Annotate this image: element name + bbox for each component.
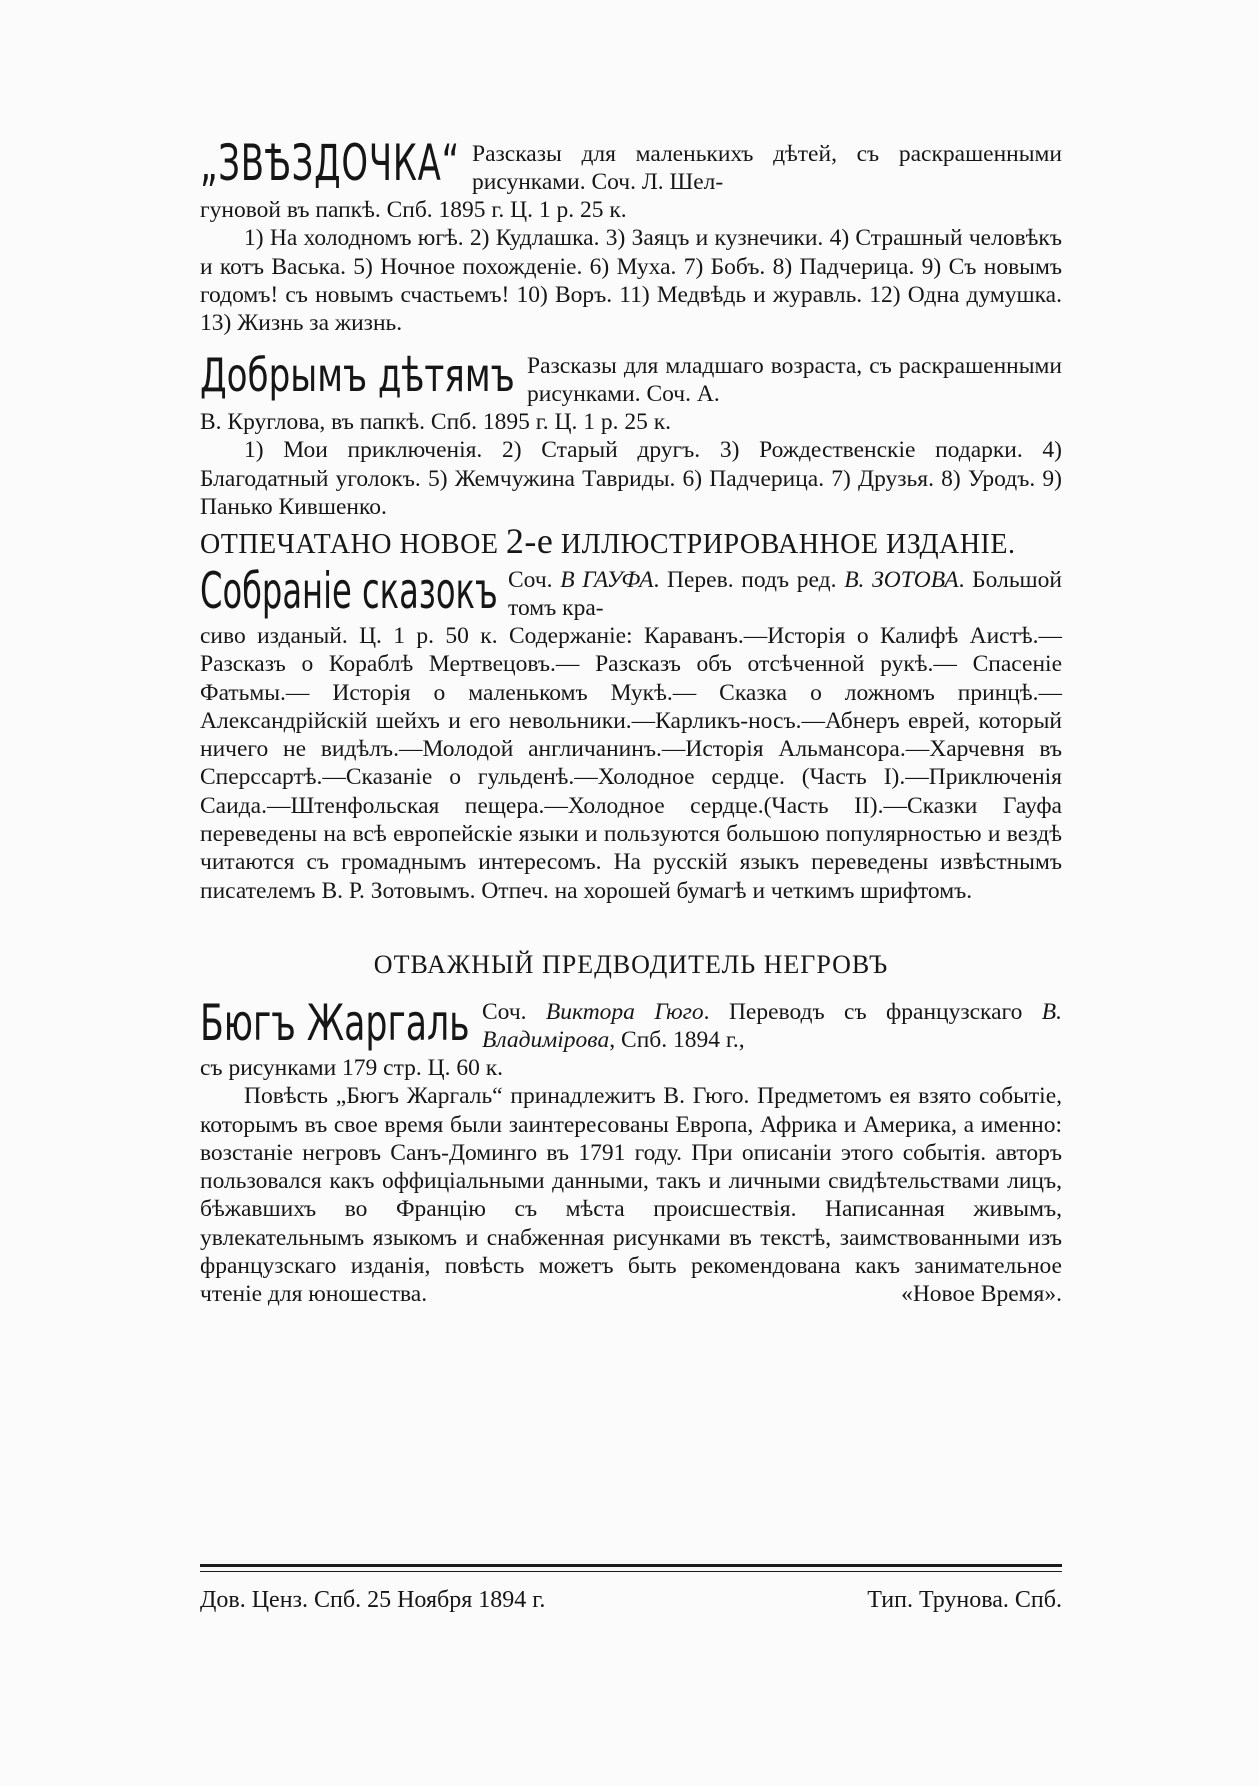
catalog-page bbox=[200, 0, 1062, 1786]
divider-thick bbox=[200, 1564, 1062, 1567]
entry-description: сиво изданый. Ц. 1 р. 50 к. Содержаніе: Караванъ.—Исторія о Калифѣ Аистѣ.— Разсказъ о Кораблѣ Мертвецовъ.— Разсказъ объ отсѣченной рукѣ.— Спасеніе Фатьмы.— Исторія о маленькомъ Мукѣ.— Сказка о ложномъ принцѣ.— Александрійскій шейхъ и его невольники.—Карликъ-носъ.—Абнеръ еврей, который ничего не видѣлъ.—Молодой англичанинъ.—Исторія Альмансора.—Харчевня въ Сперссартѣ.—Сказаніе о гульденѣ.—Холодное сердце. (Часть I).—Приключенія Саида.—Штенфольская пещера.—Холодное сердце.(Часть II).—Сказки Гауфа переведены на всѣ европейскіе языки и пользуются большою популярностью и вездѣ читаются съ громаднымъ интересомъ. На русскій языкъ переведены извѣстнымъ писателемъ В. Р. Зотовымъ. Отпеч. на хорошей бумагѣ и четкимъ шрифтомъ. bbox=[200, 623, 1062, 904]
author-name: Виктора Гюго bbox=[545, 999, 704, 1025]
review-source: «Новое Время». bbox=[901, 1281, 1062, 1308]
entry-details: В. Круглова, въ папкѣ. Спб. 1895 г. Ц. 1 р. 25 к. bbox=[200, 409, 671, 435]
entry-dobrym-detyam bbox=[200, 348, 1062, 521]
entry-title: Собраніе сказокъ bbox=[200, 562, 498, 620]
entry-zvezdochka bbox=[200, 134, 1062, 337]
imprint-line bbox=[200, 1587, 1062, 1614]
author-name: В ГАУФА bbox=[560, 567, 654, 593]
section-heading: ОТВАЖНЫЙ ПРЕДВОДИТЕЛЬ НЕГРОВЪ bbox=[373, 950, 889, 979]
entry-header-text: Соч. Виктора Гюго. Переводъ съ французскаго В. Владиміровa, Спб. 1894 г., bbox=[482, 999, 1062, 1053]
entry-title: Добрымъ дѣтямъ bbox=[200, 348, 515, 402]
entry-sobranie-skazok bbox=[200, 562, 1062, 905]
divider-thin bbox=[200, 1571, 1062, 1572]
entry-review: Повѣсть „Бюгъ Жаргаль“ принадлежитъ В. Гюго. Предметомъ ея взято событіе, которымъ въ свое время были заинтересованы Европа, Африка и Америка, а именно: возстаніе негровъ Санъ-Доминго въ 1791 году. При описаніи этого событія. авторъ пользовался какъ оффиціальными данными, такъ и личными свидѣтельствами лицъ, бѣжавшихъ во Францію съ мѣста происшествія. Написанная живымъ, увлекательнымъ языкомъ и снабженная рисунками въ текстѣ, заимствованными изъ французскаго изданія, повѣсть можетъ быть рекомендована какъ занимательное чтеніе для юношества. «Новое Время». bbox=[200, 1083, 1062, 1308]
entry-details: гуновой въ папкѣ. Спб. 1895 г. Ц. 1 р. 25 к. bbox=[200, 197, 627, 223]
entry-header-text: Разсказы для маленькихъ дѣтей, съ раскрашенными рисунками. Соч. Л. Шел- bbox=[472, 141, 1062, 195]
editor-name: В. ЗОТОВА bbox=[844, 567, 959, 593]
entry-details: съ рисунками 179 стр. Ц. 60 к. bbox=[200, 1055, 504, 1081]
entry-bug-jargal bbox=[200, 994, 1062, 1309]
entry-title: „ЗВѢЗДОЧКА“ bbox=[200, 134, 460, 192]
printer-note: Тип. Трунова. Спб. bbox=[867, 1587, 1062, 1613]
entry-contents: 1) На холодномъ югѣ. 2) Кудлашка. 3) Заяцъ и кузнечики. 4) Страшный человѣкъ и котъ Васька. 5) Ночное похожденіе. 6) Муха. 7) Бобъ. 8) Падчерица. 9) Съ новымъ годомъ! съ новымъ счастьемъ! 10) Воръ. 11) Медвѣдь и журавль. 12) Одна думушка. 13) Жизнь за жизнь. bbox=[200, 225, 1062, 337]
translator-name: В. Владиміровa bbox=[482, 999, 1062, 1053]
entry-header-text: Соч. В ГАУФА. Перев. подъ ред. В. ЗОТОВА. Большой томъ кра- bbox=[508, 567, 1062, 621]
entry-contents: 1) Мои приключенія. 2) Старый другъ. 3) Рождественскіе подарки. 4) Благодатный уголокъ. 5) Жемчужина Тавриды. 6) Падчерица. 7) Друзья. 8) Уродъ. 9) Панько Кившенко. bbox=[200, 437, 1062, 520]
censor-note: Дов. Ценз. Спб. 25 Ноября 1894 г. bbox=[200, 1587, 546, 1613]
entry-title: Бюгъ Жаргаль bbox=[200, 994, 470, 1052]
entry-header-text: Разсказы для младшаго возраста, съ раскрашенными рисунками. Соч. А. bbox=[527, 353, 1062, 407]
edition-notice: ОТПЕЧАТАНО НОВОЕ 2-е ИЛЛЮСТРИРОВАННОЕ ИЗДАНІЕ. bbox=[200, 521, 1016, 561]
